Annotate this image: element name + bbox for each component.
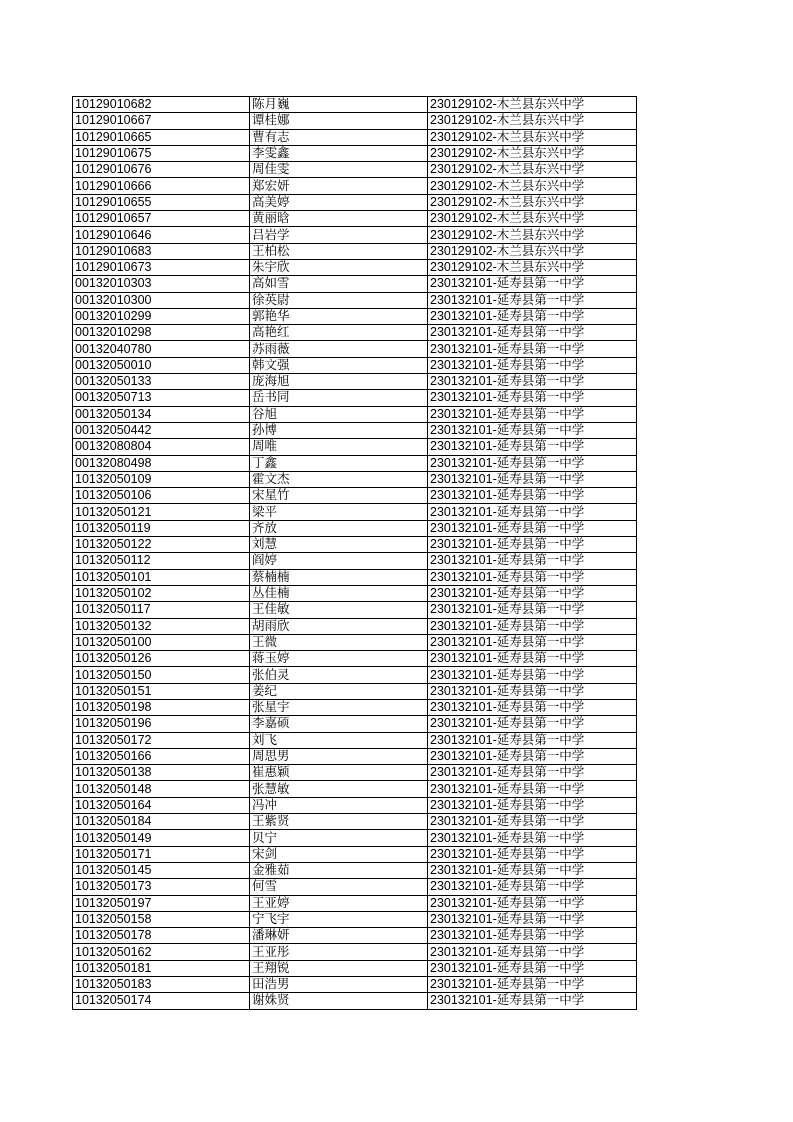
school-cell: 230132101-延寿县第一中学 [428,911,637,927]
student-id-cell: 10129010665 [73,129,250,145]
student-name-cell: 郑宏妍 [250,178,428,194]
table-row [73,797,637,813]
student-name-cell: 金雅茹 [250,862,428,878]
student-id-cell: 10132050198 [73,699,250,715]
table-row [73,357,637,373]
student-id-cell: 10129010682 [73,97,250,113]
table-row [73,569,637,585]
table-row [73,520,637,536]
school-cell: 230132101-延寿县第一中学 [428,667,637,683]
student-id-cell: 10132050101 [73,569,250,585]
table-row [73,651,637,667]
student-name-cell: 韩文强 [250,357,428,373]
student-name-cell: 王佳敏 [250,602,428,618]
student-name-cell: 张星宇 [250,699,428,715]
school-cell: 230129102-木兰县东兴中学 [428,194,637,210]
student-name-cell: 宁飞宇 [250,911,428,927]
student-id-cell: 10132050171 [73,846,250,862]
school-cell: 230132101-延寿县第一中学 [428,781,637,797]
school-cell: 230132101-延寿县第一中学 [428,830,637,846]
student-id-cell: 10132050196 [73,716,250,732]
student-id-cell: 00132010300 [73,292,250,308]
table-row [73,585,637,601]
school-cell: 230132101-延寿县第一中学 [428,292,637,308]
student-name-cell: 崔惠颖 [250,765,428,781]
school-cell: 230132101-延寿县第一中学 [428,585,637,601]
student-name-cell: 王亚婷 [250,895,428,911]
student-name-cell: 张慧敏 [250,781,428,797]
school-cell: 230132101-延寿县第一中学 [428,471,637,487]
table-row [73,765,637,781]
student-id-cell: 10132050119 [73,520,250,536]
school-cell: 230132101-延寿县第一中学 [428,651,637,667]
table-row [73,667,637,683]
table-row [73,879,637,895]
school-cell: 230132101-延寿县第一中学 [428,814,637,830]
student-name-cell: 霍文杰 [250,471,428,487]
student-id-cell: 00132080804 [73,439,250,455]
school-cell: 230132101-延寿县第一中学 [428,537,637,553]
table-row [73,862,637,878]
school-cell: 230132101-延寿县第一中学 [428,569,637,585]
school-cell: 230129102-木兰县东兴中学 [428,243,637,259]
student-name-cell: 李雯鑫 [250,145,428,161]
student-name-cell: 庞海旭 [250,374,428,390]
school-cell: 230129102-木兰县东兴中学 [428,129,637,145]
table-row [73,618,637,634]
student-id-cell: 10129010676 [73,162,250,178]
student-id-cell: 10132050149 [73,830,250,846]
student-name-cell: 宋星竹 [250,488,428,504]
student-name-cell: 周佳雯 [250,162,428,178]
student-name-cell: 张伯灵 [250,667,428,683]
student-id-cell: 00132050713 [73,390,250,406]
student-name-cell: 刘慧 [250,537,428,553]
table-row [73,129,637,145]
student-name-cell: 刘飞 [250,732,428,748]
student-id-cell: 10132050132 [73,618,250,634]
table-row [73,846,637,862]
table-row [73,178,637,194]
student-id-cell: 10132050100 [73,634,250,650]
school-cell: 230132101-延寿县第一中学 [428,748,637,764]
student-id-cell: 10132050172 [73,732,250,748]
table-row [73,504,637,520]
student-id-cell: 10129010666 [73,178,250,194]
school-cell: 230132101-延寿县第一中学 [428,879,637,895]
table-row [73,243,637,259]
table-row [73,488,637,504]
school-cell: 230132101-延寿县第一中学 [428,406,637,422]
student-id-cell: 00132050133 [73,374,250,390]
table-row [73,634,637,650]
school-cell: 230132101-延寿县第一中学 [428,846,637,862]
school-cell: 230129102-木兰县东兴中学 [428,97,637,113]
table-row [73,960,637,976]
student-id-cell: 10132050106 [73,488,250,504]
school-cell: 230132101-延寿县第一中学 [428,944,637,960]
student-name-cell: 胡雨欣 [250,618,428,634]
student-name-cell: 高如雪 [250,276,428,292]
table-row [73,471,637,487]
student-id-cell: 00132050134 [73,406,250,422]
school-cell: 230132101-延寿县第一中学 [428,895,637,911]
student-name-cell: 岳书同 [250,390,428,406]
student-name-cell: 谢姝贤 [250,993,428,1009]
student-name-cell: 周思男 [250,748,428,764]
table-row [73,602,637,618]
table-row [73,276,637,292]
school-cell: 230129102-木兰县东兴中学 [428,178,637,194]
school-cell: 230129102-木兰县东兴中学 [428,211,637,227]
student-name-cell: 蔡楠楠 [250,569,428,585]
school-cell: 230132101-延寿县第一中学 [428,341,637,357]
table-row [73,814,637,830]
student-id-cell: 00132080498 [73,455,250,471]
student-name-cell: 贝宁 [250,830,428,846]
student-id-cell: 00132040780 [73,341,250,357]
student-id-cell: 00132010303 [73,276,250,292]
school-cell: 230132101-延寿县第一中学 [428,357,637,373]
school-cell: 230132101-延寿县第一中学 [428,618,637,634]
student-name-cell: 高艳红 [250,325,428,341]
student-name-cell: 吕岩学 [250,227,428,243]
table-row [73,292,637,308]
table-row [73,113,637,129]
table-row [73,944,637,960]
table-row [73,911,637,927]
school-cell: 230132101-延寿县第一中学 [428,716,637,732]
table-row [73,716,637,732]
student-id-cell: 00132010298 [73,325,250,341]
school-cell: 230132101-延寿县第一中学 [428,960,637,976]
student-id-cell: 10132050184 [73,814,250,830]
student-name-cell: 孙博 [250,422,428,438]
table-row [73,977,637,993]
student-id-cell: 10132050102 [73,585,250,601]
student-name-cell: 郭艳华 [250,308,428,324]
student-name-cell: 田浩男 [250,977,428,993]
table-row [73,325,637,341]
school-cell: 230132101-延寿县第一中学 [428,553,637,569]
student-name-cell: 谭桂娜 [250,113,428,129]
student-name-cell: 宋剑 [250,846,428,862]
student-name-cell: 王翔锐 [250,960,428,976]
student-name-cell: 王亚彤 [250,944,428,960]
student-name-cell: 曹有志 [250,129,428,145]
student-name-cell: 王柏松 [250,243,428,259]
student-name-cell: 徐英尉 [250,292,428,308]
table-row [73,748,637,764]
student-id-cell: 10132050109 [73,471,250,487]
table-row [73,993,637,1009]
table-row [73,422,637,438]
school-cell: 230129102-木兰县东兴中学 [428,162,637,178]
school-cell: 230132101-延寿县第一中学 [428,390,637,406]
student-id-cell: 10129010673 [73,259,250,275]
table-row [73,895,637,911]
table-row [73,390,637,406]
student-name-cell: 朱宇欣 [250,259,428,275]
student-name-cell: 阎婷 [250,553,428,569]
table-row [73,537,637,553]
student-id-cell: 10132050164 [73,797,250,813]
school-cell: 230132101-延寿县第一中学 [428,797,637,813]
school-cell: 230132101-延寿县第一中学 [428,308,637,324]
student-name-cell: 丁鑫 [250,455,428,471]
school-cell: 230132101-延寿县第一中学 [428,765,637,781]
student-name-cell: 李嘉硕 [250,716,428,732]
student-id-cell: 10132050174 [73,993,250,1009]
student-id-cell: 10132050181 [73,960,250,976]
student-name-cell: 苏雨薇 [250,341,428,357]
student-id-cell: 10132050183 [73,977,250,993]
table-row [73,145,637,161]
school-cell: 230132101-延寿县第一中学 [428,488,637,504]
student-name-cell: 姜纪 [250,683,428,699]
table-row [73,211,637,227]
student-id-cell: 10132050138 [73,765,250,781]
school-cell: 230132101-延寿县第一中学 [428,977,637,993]
student-name-cell: 冯冲 [250,797,428,813]
school-cell: 230132101-延寿县第一中学 [428,455,637,471]
school-cell: 230132101-延寿县第一中学 [428,276,637,292]
table-row [73,439,637,455]
table-row [73,227,637,243]
school-cell: 230132101-延寿县第一中学 [428,928,637,944]
table-row [73,781,637,797]
table-row [73,406,637,422]
table-row [73,374,637,390]
student-id-cell: 10132050173 [73,879,250,895]
student-id-cell: 10132050126 [73,651,250,667]
school-cell: 230132101-延寿县第一中学 [428,862,637,878]
student-name-cell: 王微 [250,634,428,650]
student-id-cell: 10132050151 [73,683,250,699]
table-row [73,732,637,748]
student-id-cell: 10129010657 [73,211,250,227]
table-row [73,341,637,357]
student-name-cell: 高美婷 [250,194,428,210]
student-name-cell: 梁平 [250,504,428,520]
school-cell: 230132101-延寿县第一中学 [428,504,637,520]
student-id-cell: 10129010667 [73,113,250,129]
school-cell: 230129102-木兰县东兴中学 [428,145,637,161]
student-name-cell: 王紫贤 [250,814,428,830]
student-name-cell: 齐放 [250,520,428,536]
student-name-cell: 丛佳楠 [250,585,428,601]
table-row [73,553,637,569]
student-id-cell: 00132010299 [73,308,250,324]
roster-table [72,96,637,1010]
student-name-cell: 黄丽晗 [250,211,428,227]
school-cell: 230129102-木兰县东兴中学 [428,227,637,243]
school-cell: 230132101-延寿县第一中学 [428,520,637,536]
student-id-cell: 10132050150 [73,667,250,683]
school-cell: 230132101-延寿县第一中学 [428,634,637,650]
student-id-cell: 10132050122 [73,537,250,553]
student-id-cell: 10132050197 [73,895,250,911]
table-row [73,162,637,178]
school-cell: 230132101-延寿县第一中学 [428,683,637,699]
student-id-cell: 10132050117 [73,602,250,618]
school-cell: 230132101-延寿县第一中学 [428,993,637,1009]
student-name-cell: 潘琳妍 [250,928,428,944]
student-id-cell: 10129010675 [73,145,250,161]
school-cell: 230132101-延寿县第一中学 [428,439,637,455]
student-id-cell: 10132050166 [73,748,250,764]
school-cell: 230132101-延寿县第一中学 [428,699,637,715]
roster-body [73,97,637,1010]
student-name-cell: 谷旭 [250,406,428,422]
student-id-cell: 10129010683 [73,243,250,259]
school-cell: 230129102-木兰县东兴中学 [428,113,637,129]
table-row [73,308,637,324]
school-cell: 230132101-延寿县第一中学 [428,732,637,748]
student-id-cell: 10129010646 [73,227,250,243]
school-cell: 230132101-延寿县第一中学 [428,325,637,341]
student-id-cell: 10132050145 [73,862,250,878]
student-id-cell: 10132050178 [73,928,250,944]
table-row [73,194,637,210]
student-id-cell: 10132050158 [73,911,250,927]
school-cell: 230132101-延寿县第一中学 [428,422,637,438]
table-row [73,699,637,715]
school-cell: 230132101-延寿县第一中学 [428,374,637,390]
student-id-cell: 00132050442 [73,422,250,438]
table-row [73,455,637,471]
student-name-cell: 蒋玉婷 [250,651,428,667]
table-row [73,97,637,113]
school-cell: 230132101-延寿县第一中学 [428,602,637,618]
table-row [73,683,637,699]
student-id-cell: 10129010655 [73,194,250,210]
student-id-cell: 10132050148 [73,781,250,797]
table-row [73,259,637,275]
student-name-cell: 陈月巍 [250,97,428,113]
student-name-cell: 周唯 [250,439,428,455]
school-cell: 230129102-木兰县东兴中学 [428,259,637,275]
student-name-cell: 何雪 [250,879,428,895]
student-id-cell: 10132050162 [73,944,250,960]
student-id-cell: 00132050010 [73,357,250,373]
student-id-cell: 10132050112 [73,553,250,569]
table-row [73,830,637,846]
table-row [73,928,637,944]
student-id-cell: 10132050121 [73,504,250,520]
